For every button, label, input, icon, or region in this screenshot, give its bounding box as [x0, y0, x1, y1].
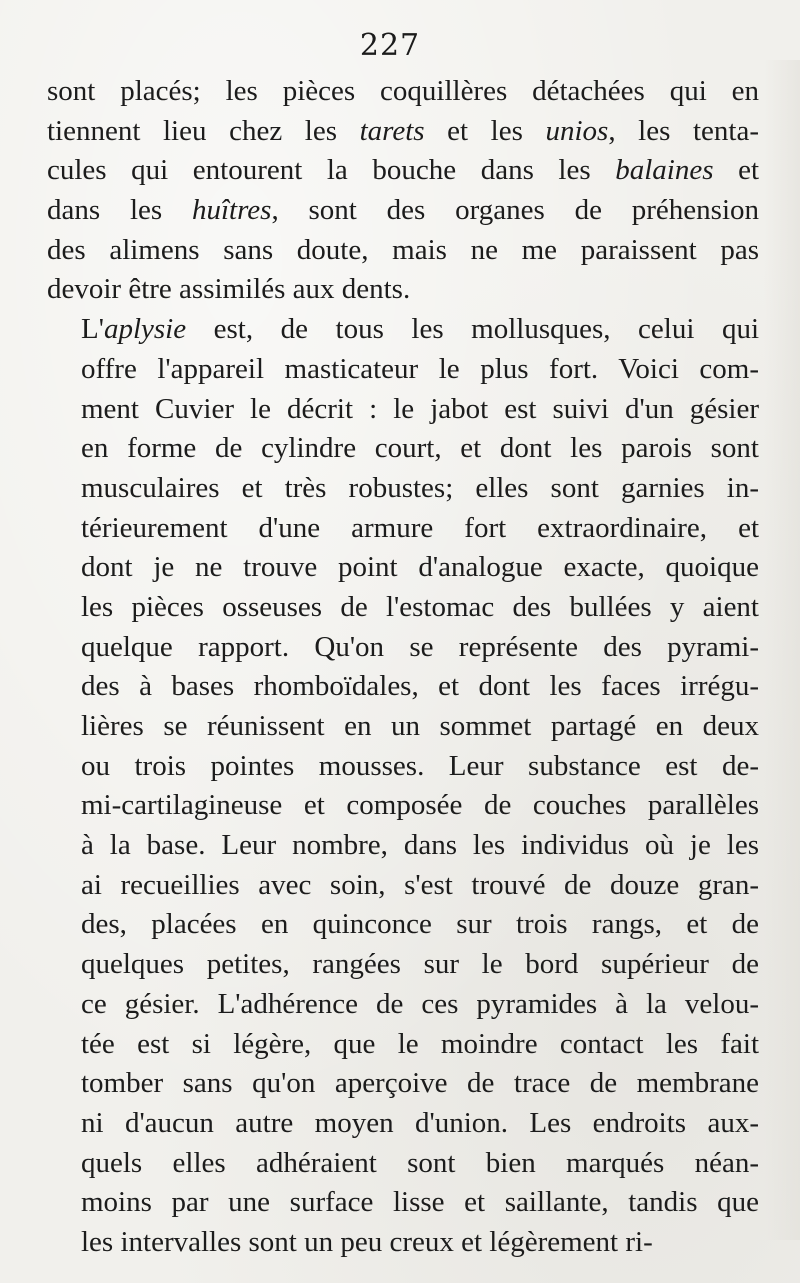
- text-line: cules qui entourent la bouche dans les balaines et: [47, 154, 760, 187]
- text-line: moins par une surface lisse et saillante, tandis que: [81, 1186, 759, 1219]
- text-line: musculaires et très robustes; elles sont garnies in-: [81, 471, 759, 504]
- italic-term: unios: [545, 114, 609, 147]
- italic-term: huîtres: [191, 194, 272, 227]
- text-line: les intervalles sont un peu creux et légèrement ri-: [81, 1225, 653, 1258]
- paragraph-1: [47, 72, 759, 310]
- text-line: dont je ne trouve point d'analogue exacte, quoique: [81, 551, 759, 584]
- italic-term: tarets: [359, 114, 425, 147]
- text-line: ou trois pointes mousses. Leur substance est de-: [81, 749, 759, 782]
- text-line: dans les huîtres, sont des organes de préhension: [47, 194, 760, 227]
- text-line: devoir être assimilés aux dents.: [47, 273, 411, 306]
- text-line: ai recueillies avec soin, s'est trouvé de douze gran-: [81, 868, 759, 901]
- text-line: ce gésier. L'adhérence de ces pyramides à la velou-: [81, 987, 759, 1020]
- text-line: en forme de cylindre court, et dont les parois sont: [81, 432, 759, 465]
- text-line: térieurement d'une armure fort extraordinaire, et: [81, 511, 759, 544]
- page-edge-shadow: [764, 60, 800, 1240]
- text-line: des alimens sans doute, mais ne me paraissent pas: [47, 233, 759, 266]
- text-line: tomber sans qu'on aperçoive de trace de membrane: [81, 1067, 759, 1100]
- text-line: tiennent lieu chez les tarets et les unios, les tenta-: [47, 114, 759, 147]
- text-line: L'aplysie est, de tous les mollusques, celui qui: [81, 313, 759, 346]
- text-line: ni d'aucun autre moyen d'union. Les endroits aux-: [81, 1106, 759, 1139]
- paragraph-2: [47, 310, 759, 1263]
- text-line: lières se réunissent en un sommet partagé en deux: [81, 710, 759, 742]
- text-line: quels elles adhéraient sont bien marqués néan-: [81, 1146, 759, 1179]
- text-line: mi-cartilagineuse et composée de couches parallèles: [81, 789, 759, 822]
- text-line: quelques petites, rangées sur le bord supérieur de: [81, 948, 759, 981]
- text-line: des à bases rhomboïdales, et dont les faces irrégu-: [81, 670, 759, 703]
- italic-term: aplysie: [103, 313, 187, 346]
- text-line: ment Cuvier le décrit : le jabot est suivi d'un gésier: [81, 392, 759, 425]
- italic-term: balaines: [615, 154, 714, 187]
- page-number: 227: [359, 28, 421, 63]
- text-line: à la base. Leur nombre, dans les individus où je les: [81, 829, 759, 862]
- text-line: quelque rapport. Qu'on se représente des pyrami-: [81, 630, 759, 663]
- body-text: [47, 72, 759, 1263]
- text-line: sont placés; les pièces coquillères détachées qui en: [47, 75, 759, 107]
- text-line: les pièces osseuses de l'estomac des bullées y aient: [81, 590, 759, 623]
- text-line: tée est si légère, que le moindre contact les fait: [81, 1027, 759, 1060]
- text-line: offre l'appareil masticateur le plus fort. Voici com-: [81, 352, 759, 385]
- text-line: des, placées en quinconce sur trois rangs, et de: [81, 908, 759, 941]
